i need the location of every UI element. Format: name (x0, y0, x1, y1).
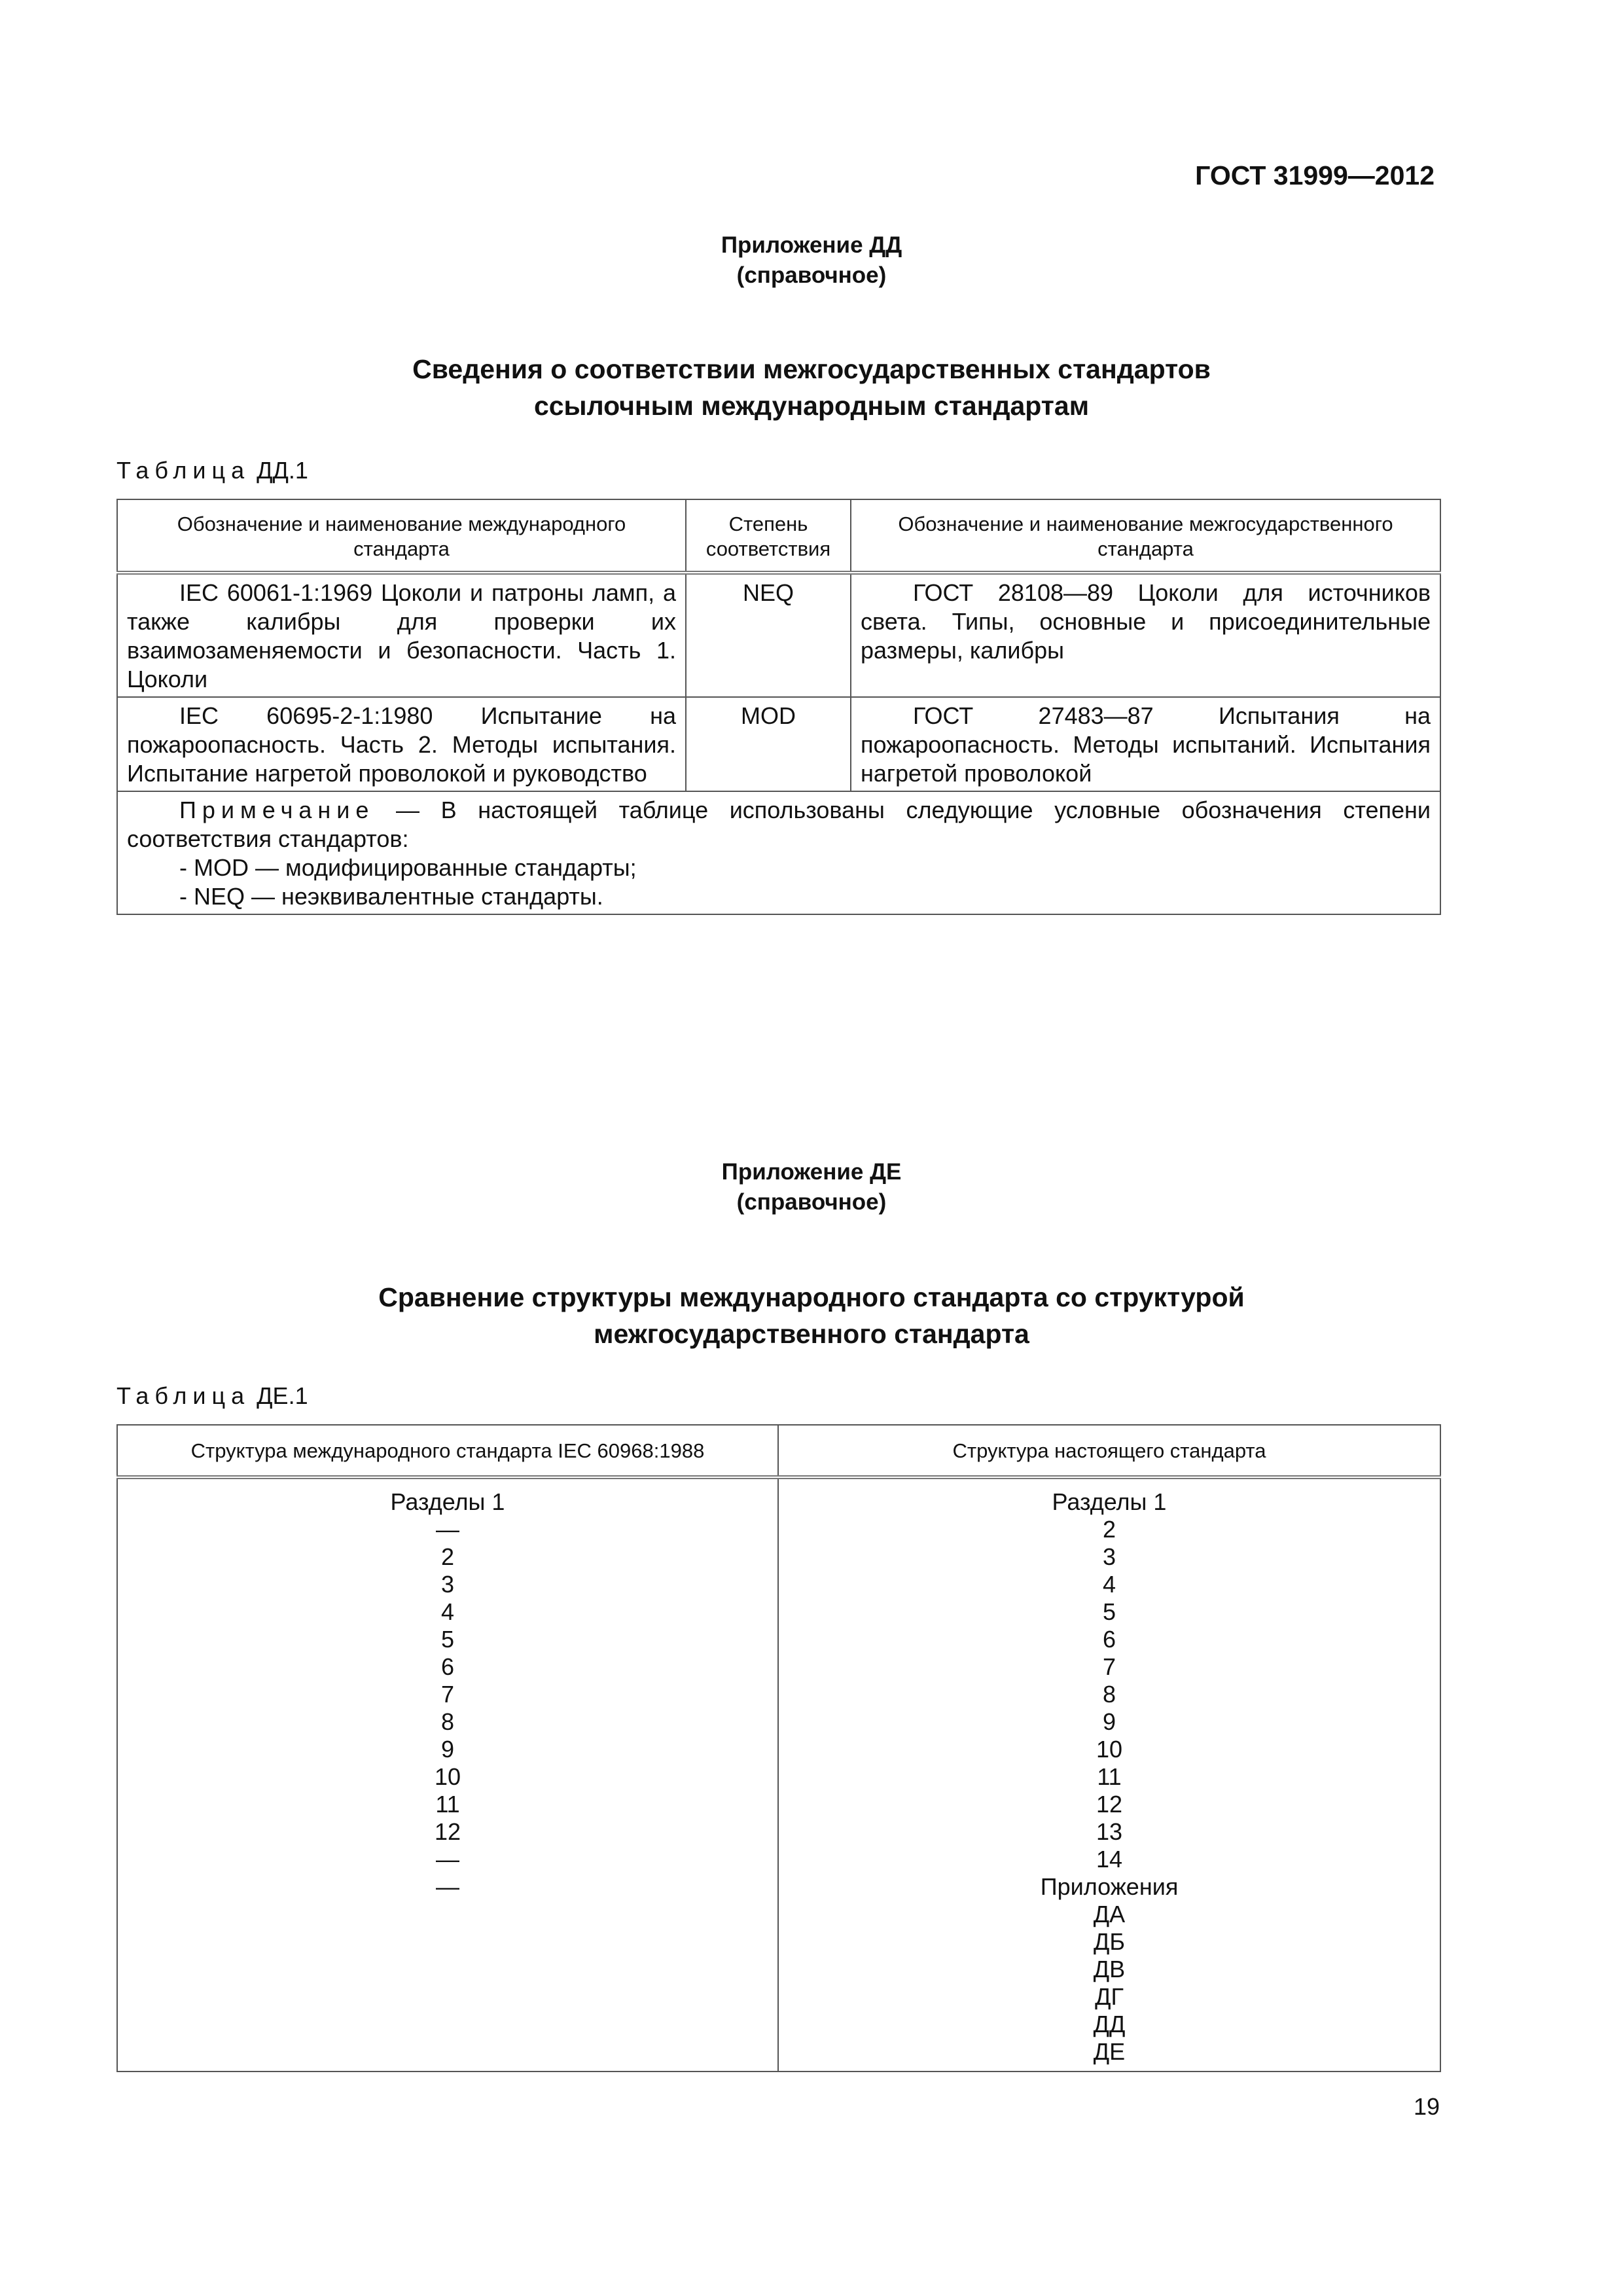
table-dd1-label-word: Таблица (116, 457, 251, 484)
cell-degree: NEQ (686, 573, 851, 697)
table-dd1-label (116, 457, 308, 484)
international-structure-list (117, 1477, 778, 2072)
appendix-de-heading (0, 1279, 1623, 1352)
table-note-row (117, 791, 1440, 914)
structure-item: 3 (1102, 1543, 1116, 1570)
cell-international: IEC 60061-1:1969 Цоколи и патроны ламп, а также калибры для проверки их взаимозаменяемости и безопасности. Часть 1. Цоколи (117, 573, 686, 697)
cell-degree: MOD (686, 697, 851, 791)
structure-item: 13 (1096, 1818, 1123, 1845)
structure-item: ДД (1093, 2011, 1126, 2037)
structure-item: 7 (1102, 1653, 1116, 1680)
structure-item: ДВ (1093, 1956, 1126, 1982)
structure-item: 8 (1102, 1681, 1116, 1708)
structure-item: Разделы 1 (1052, 1488, 1167, 1515)
structure-item: — (436, 1846, 459, 1873)
structure-item: 11 (435, 1791, 460, 1818)
appendix-dd-title: Приложение ДД (721, 232, 902, 258)
structure-item: Приложения (1040, 1873, 1179, 1900)
appendix-dd-heading-line2: ссылочным международным стандартам (533, 391, 1090, 421)
appendix-dd-subtitle: (справочное) (736, 262, 887, 288)
structure-item: — (436, 1873, 459, 1900)
page-number: 19 (1413, 2093, 1440, 2120)
cell-international: IEC 60695-2-1:1980 Испытание на пожароопасность. Часть 2. Методы испытания. Испытание нагретой проволокой и руководство (117, 697, 686, 791)
table-de1 (116, 1424, 1441, 2072)
structure-item: 8 (440, 1708, 455, 1735)
structure-item: 2 (1102, 1516, 1116, 1543)
table-de1-header-row (117, 1425, 1440, 1477)
column-header-interstate: Обозначение и наименование межгосударственного стандарта (851, 499, 1440, 573)
structure-item: 10 (1096, 1736, 1123, 1763)
current-structure-list (778, 1477, 1440, 2072)
cell-interstate: ГОСТ 27483—87 Испытания на пожароопасность. Методы испытаний. Испытания нагретой проволокой (851, 697, 1440, 791)
appendix-de-header (0, 1157, 1623, 1217)
note-text (127, 796, 1431, 853)
structure-item: 9 (1102, 1708, 1116, 1735)
column-header-degree: Степень соответствия (686, 499, 851, 573)
appendix-de-heading-line2: межгосударственного стандарта (594, 1319, 1029, 1349)
structure-item: 10 (434, 1763, 461, 1790)
structure-item: 2 (440, 1543, 455, 1570)
appendix-de-heading-line1: Сравнение структуры международного стандарта со структурой (378, 1282, 1245, 1312)
column-header-international-structure: Структура международного стандарта IEC 60968:1988 (117, 1425, 778, 1477)
note-item: - MOD — модифицированные стандарты; (179, 854, 637, 881)
structure-item: ДБ (1093, 1928, 1125, 1955)
table-de1-label-word: Таблица (116, 1382, 251, 1409)
structure-item: 12 (434, 1818, 461, 1845)
structure-item: 11 (1097, 1763, 1122, 1790)
structure-item: 6 (1102, 1626, 1116, 1653)
note-item: - NEQ — неэквивалентные стандарты. (179, 883, 603, 910)
structure-item: 9 (440, 1736, 455, 1763)
appendix-dd-heading (0, 351, 1623, 424)
table-dd1 (116, 499, 1441, 915)
document-code: ГОСТ 31999—2012 (1195, 160, 1435, 190)
structure-item: 14 (1096, 1846, 1123, 1873)
structure-item: Разделы 1 (390, 1488, 505, 1515)
structure-item: 4 (1102, 1571, 1116, 1598)
table-row (117, 697, 1440, 791)
cell-interstate: ГОСТ 28108—89 Цоколи для источников света. Типы, основные и присоединительные размеры, калибры (851, 573, 1440, 697)
structure-item: 5 (440, 1626, 455, 1653)
structure-item: — (436, 1516, 459, 1543)
structure-item: 12 (1096, 1791, 1123, 1818)
table-dd1-header-row (117, 499, 1440, 573)
appendix-de-subtitle: (справочное) (736, 1189, 887, 1215)
appendix-de-title: Приложение ДЕ (721, 1159, 902, 1185)
structure-item: ДЕ (1093, 2038, 1126, 2065)
structure-item: 5 (1102, 1598, 1116, 1625)
table-de1-label (116, 1382, 308, 1410)
note-label: Примечание (179, 797, 375, 823)
structure-item: ДГ (1095, 1983, 1124, 2010)
structure-item: 4 (440, 1598, 455, 1625)
table-row (117, 573, 1440, 697)
note-body: — В настоящей таблице использованы следующие условные обозначения степени соответствия стандартов: (127, 797, 1431, 852)
table-row (117, 1477, 1440, 2072)
appendix-dd-header (0, 230, 1623, 291)
structure-item: 6 (440, 1653, 455, 1680)
structure-item: 7 (440, 1681, 455, 1708)
column-header-international: Обозначение и наименование международного стандарта (117, 499, 686, 573)
column-header-current-structure: Структура настоящего стандарта (778, 1425, 1440, 1477)
structure-item: ДА (1093, 1901, 1126, 1928)
table-note (117, 791, 1440, 914)
appendix-dd-heading-line1: Сведения о соответствии межгосударственных стандартов (412, 354, 1211, 384)
structure-item: 3 (440, 1571, 455, 1598)
table-dd1-label-number: ДД.1 (257, 457, 308, 484)
table-de1-label-number: ДЕ.1 (257, 1382, 308, 1409)
